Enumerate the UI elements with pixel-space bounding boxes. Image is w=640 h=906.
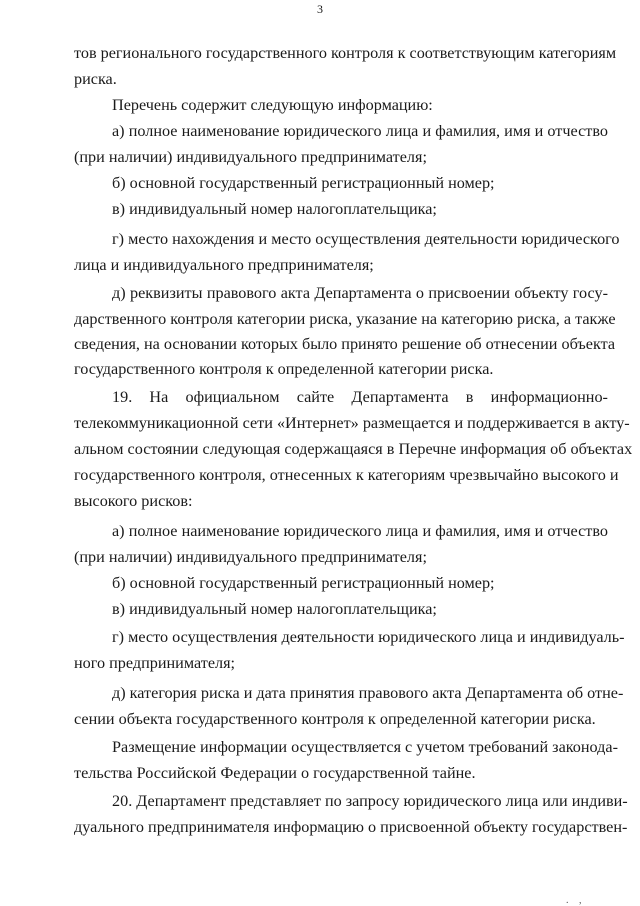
paragraph-20-first-line: 20. Департамент представляет по запросу юридического лица или индиви- [112,792,628,810]
p19-word: На [149,388,169,406]
p19-word: сайте [296,388,335,406]
text-line: ного предпринимателя; [74,654,236,672]
text-line: государственного контроля к определенной категории риска. [74,360,494,378]
text-line: Размещение информации осуществляется с учетом требований законода- [112,738,618,756]
text-line: Перечень содержит следующую информацию: [112,96,433,114]
text-line: (при наличии) индивидуального предпринимателя; [74,148,427,166]
list-item-g: г) место осуществления деятельности юридического лица и индивидуаль- [112,628,625,646]
scan-marks: . , [566,895,586,906]
list-item-b: б) основной государственный регистрационный номер; [112,174,495,192]
list-item-v: в) индивидуальный номер налогоплательщика; [112,200,437,218]
text-line: дуального предпринимателя информацию о присвоенной объекту государствен- [74,818,628,836]
text-line: дарственного контроля категории риска, указание на категорию риска, а также [74,310,616,328]
text-line: тельства Российской Федерации о государственной тайне. [74,764,476,782]
text-line: лица и индивидуального предпринимателя; [74,256,374,274]
text-line: альном состоянии следующая содержащаяся в Перечне информация об объектах [74,440,633,458]
text-line: (при наличии) индивидуального предпринимателя; [74,548,427,566]
list-item-a: а) полное наименование юридического лица и фамилия, имя и отчество [112,522,608,540]
paragraph-19-first-line [112,387,608,407]
p19-word: официальном [185,388,280,406]
text-line: тов регионального государственного контроля к соответствующим категориям [74,44,617,62]
text-line: государственного контроля, отнесенных к категориям чрезвычайно высокого и [74,466,619,484]
text-line: высокого рисков: [74,492,193,510]
text-line: сведения, на основании которых было принято решение об отнесении объекта [74,335,616,353]
list-item-d: д) категория риска и дата принятия правового акта Департамента об отне- [112,684,624,702]
list-item-g: г) место нахождения и место осуществления деятельности юридического [112,230,620,248]
list-item-d: д) реквизиты правового акта Департамента о присвоении объекту госу- [112,284,608,302]
p19-word: информационно- [490,388,608,406]
text-line: сении объекта государственного контроля к определенной категории риска. [74,710,596,728]
p19-word: 19. [112,388,133,406]
list-item-v: в) индивидуальный номер налогоплательщика; [112,600,437,618]
page-number: 3 [317,2,323,16]
text-line: телекоммуникационной сети «Интернет» размещается и поддерживается в акту- [74,414,630,432]
p19-word: Департамента [351,388,449,406]
list-item-a: а) полное наименование юридического лица и фамилия, имя и отчество [112,122,608,140]
list-item-b: б) основной государственный регистрационный номер; [112,574,495,592]
text-line: риска. [74,70,117,88]
p19-word: в [465,388,474,406]
